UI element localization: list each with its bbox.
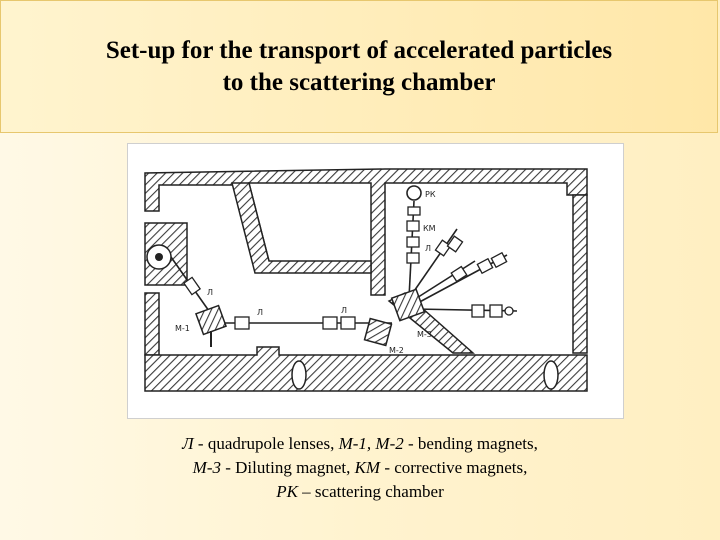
caption-line-2 (100, 456, 620, 480)
caption-text-chamber: – scattering chamber (297, 482, 444, 501)
label-m1: М-1 (175, 324, 190, 333)
caption-symbol-rk: РК (276, 482, 298, 501)
corrective-magnet (408, 207, 420, 215)
wall-plug-left (292, 361, 306, 389)
scattering-chamber (407, 186, 421, 200)
beamline-diagram (127, 143, 624, 419)
accelerator-source (145, 223, 187, 285)
slide-title-line-1: Set-up for the transport of accelerated particles (105, 36, 613, 64)
caption-text-corrective: - corrective magnets, (380, 458, 528, 477)
caption-line-1 (100, 432, 620, 456)
caption-text-diluting: - Diluting magnet, (220, 458, 355, 477)
label-rk: РК (425, 190, 436, 199)
label-l-left: Л (207, 288, 214, 297)
label-km: КМ (423, 224, 436, 233)
caption-symbol-m3: М-3 (192, 458, 221, 477)
diagram-caption (100, 432, 620, 504)
label-m2: М-2 (389, 346, 404, 355)
slide-title-line-2: to the scattering chamber (222, 68, 496, 96)
caption-text-lenses: - quadrupole lenses, (193, 434, 339, 453)
caption-symbol-l: Л (182, 434, 194, 453)
wall-plug-right (544, 361, 558, 389)
label-l-mid1: Л (257, 308, 264, 317)
label-l-mid2: Л (341, 306, 348, 315)
left-wall (145, 293, 159, 355)
caption-symbol-m1-m2: М-1, М-2 (338, 434, 404, 453)
label-l-upper: Л (425, 244, 432, 253)
title-box (0, 0, 718, 133)
label-m3: М-3 (417, 330, 432, 339)
caption-line-3 (100, 480, 620, 504)
caption-symbol-km: КМ (354, 458, 381, 477)
bending-magnet-m2 (365, 319, 392, 346)
right-wall (573, 195, 587, 353)
caption-text-bending: - bending magnets, (403, 434, 538, 453)
beamline-diagram-svg (127, 143, 624, 419)
